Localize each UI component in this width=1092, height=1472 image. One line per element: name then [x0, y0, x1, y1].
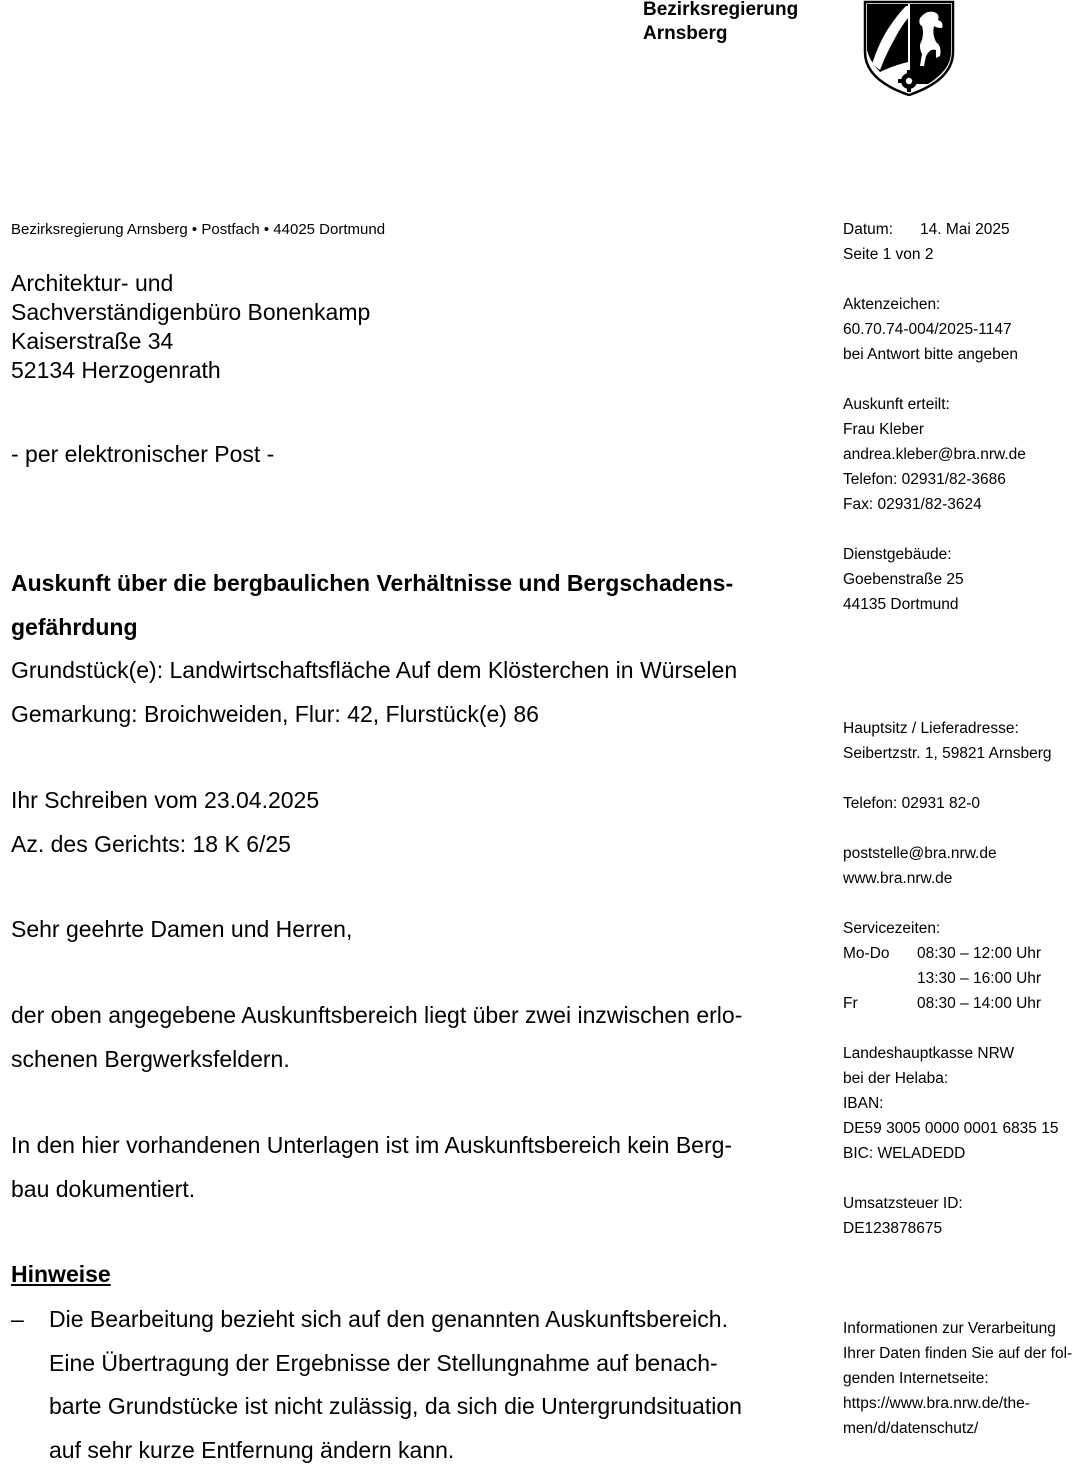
service-time-2: 13:30 – 16:00 Uhr: [917, 970, 1041, 987]
note-item-1-line3: barte Grundstücke ist nicht zulässig, da sich die Untergrundsituation: [49, 1385, 742, 1429]
iban-value: DE59 3005 0000 0001 6835 15: [843, 1116, 1058, 1141]
recipient-city: 52134 Herzogenrath: [11, 356, 370, 385]
sender-return-address: Bezirksregierung Arnsberg • Postfach • 44025 Dortmund: [11, 221, 385, 238]
sidebar-headquarters: [843, 716, 1052, 766]
paragraph-2-line2: bau dokumentiert.: [11, 1168, 732, 1212]
privacy-link-line2[interactable]: men/d/datenschutz/: [843, 1416, 1072, 1441]
service-time-1: 08:30 – 12:00 Uhr: [917, 945, 1041, 962]
contact-phone: Telefon: 02931/82-3686: [843, 467, 1026, 492]
recipient-street: Kaiserstraße 34: [11, 327, 370, 356]
paragraph-2: [11, 1124, 732, 1211]
recipient-line2: Sachverständigenbüro Bonenkamp: [11, 298, 370, 327]
sidebar-contact: [843, 392, 1026, 517]
contact-label: Auskunft erteilt:: [843, 392, 1026, 417]
bic: BIC: WELADEDD: [843, 1141, 1058, 1166]
court-reference: Az. des Gerichts: 18 K 6/25: [11, 823, 319, 867]
service-day-3: Fr: [843, 991, 917, 1016]
hq-phone: Telefon: 02931 82-0: [843, 791, 980, 816]
sidebar-privacy: [843, 1316, 1072, 1441]
your-letter-date: Ihr Schreiben vom 23.04.2025: [11, 779, 319, 823]
service-row-3: [843, 991, 1041, 1016]
office-email: poststelle@bra.nrw.de: [843, 841, 997, 866]
paragraph-1: [11, 994, 742, 1081]
hq-address: Seibertzstr. 1, 59821 Arnsberg: [843, 741, 1052, 766]
nrw-coat-of-arms-icon: [862, 0, 956, 96]
file-ref-note: bei Antwort bitte angeben: [843, 342, 1018, 367]
subject-title-line2: gefährdung: [11, 606, 811, 650]
service-time-3: 08:30 – 14:00 Uhr: [917, 995, 1041, 1012]
organization-name-line1: Bezirksregierung: [643, 0, 798, 22]
iban-label: IBAN:: [843, 1091, 1058, 1116]
privacy-link-line1[interactable]: https://www.bra.nrw.de/the-: [843, 1391, 1072, 1416]
paragraph-2-line1: In den hier vorhandenen Unterlagen ist im Auskunftsbereich kein Berg-: [11, 1124, 732, 1168]
organization-name-line2: Arnsberg: [643, 22, 798, 46]
service-row-1: [843, 941, 1041, 966]
subject-district: Gemarkung: Broichweiden, Flur: 42, Flurstück(e) 86: [11, 693, 811, 737]
vat-label: Umsatzsteuer ID:: [843, 1191, 963, 1216]
bank-line1: Landeshauptkasse NRW: [843, 1041, 1058, 1066]
office-website: www.bra.nrw.de: [843, 866, 997, 891]
subject-title-line1: Auskunft über die bergbaulichen Verhältnisse und Bergschadens-: [11, 562, 811, 606]
hq-label: Hauptsitz / Lieferadresse:: [843, 716, 1052, 741]
file-ref-label: Aktenzeichen:: [843, 292, 1018, 317]
note-item-1-line1: Die Bearbeitung bezieht sich auf den genannten Auskunftsbereich.: [49, 1298, 742, 1342]
note-item-1-line4: auf sehr kurze Entfernung ändern kann.: [49, 1429, 742, 1472]
salutation-text: Sehr geehrte Damen und Herren,: [11, 908, 352, 952]
privacy-line3: genden Internetseite:: [843, 1366, 1072, 1391]
delivery-note: - per elektronischer Post -: [11, 441, 274, 468]
subject-parcel: Grundstück(e): Landwirtschaftsfläche Auf dem Klösterchen in Würselen: [11, 649, 811, 693]
sidebar-vat: [843, 1191, 963, 1241]
note-item-1-line2: Eine Übertragung der Ergebnisse der Stellungnahme auf benach-: [49, 1342, 742, 1386]
date-label: Datum:: [843, 217, 920, 242]
sidebar-web: [843, 841, 997, 891]
recipient-line1: Architektur- und: [11, 269, 370, 298]
contact-name: Frau Kleber: [843, 417, 1026, 442]
contact-email: andrea.kleber@bra.nrw.de: [843, 442, 1026, 467]
paragraph-1-line2: schenen Bergwerksfeldern.: [11, 1038, 742, 1082]
notes-heading: Hinweise: [11, 1256, 111, 1292]
sidebar-date-block: [843, 217, 1010, 267]
subject-block: [11, 562, 811, 736]
page-number: Seite 1 von 2: [843, 242, 1010, 267]
organization-name: [643, 0, 798, 46]
paragraph-1-line1: der oben angegebene Auskunftsbereich liegt über zwei inzwischen erlo-: [11, 994, 742, 1038]
office-city: 44135 Dortmund: [843, 592, 964, 617]
salutation: [11, 908, 352, 952]
office-street: Goebenstraße 25: [843, 567, 964, 592]
service-row-2: [843, 966, 1041, 991]
note-bullet-dash: –: [11, 1298, 24, 1342]
contact-fax: Fax: 02931/82-3624: [843, 492, 1026, 517]
file-ref-value: 60.70.74-004/2025-1147: [843, 317, 1018, 342]
note-item-1: [49, 1298, 742, 1472]
recipient-address: [11, 269, 370, 385]
sidebar-bank: [843, 1041, 1058, 1166]
sidebar-file-reference: [843, 292, 1018, 367]
privacy-line1: Informationen zur Verarbeitung: [843, 1316, 1072, 1341]
date-value: 14. Mai 2025: [920, 221, 1010, 238]
date-row: [843, 217, 1010, 242]
service-label: Servicezeiten:: [843, 916, 1041, 941]
office-label: Dienstgebäude:: [843, 542, 964, 567]
sidebar-service-hours: [843, 916, 1041, 1016]
vat-value: DE123878675: [843, 1216, 963, 1241]
service-day-1: Mo-Do: [843, 941, 917, 966]
reference-block: [11, 779, 319, 866]
sidebar-hq-phone: [843, 791, 980, 816]
bank-line2: bei der Helaba:: [843, 1066, 1058, 1091]
sidebar-office: [843, 542, 964, 617]
privacy-line2: Ihrer Daten finden Sie auf der fol-: [843, 1341, 1072, 1366]
